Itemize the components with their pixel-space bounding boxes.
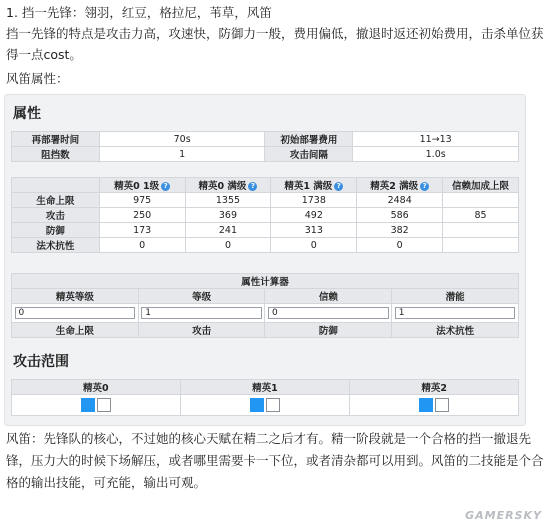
stat-value: 975 xyxy=(99,193,185,208)
range-cell-target xyxy=(435,398,449,412)
range-cell-self xyxy=(419,398,433,412)
attack-interval-label: 攻击间隔 xyxy=(265,147,353,162)
block-count-value: 1 xyxy=(99,147,265,162)
stat-value: 85 xyxy=(443,208,519,223)
attribute-label: 风笛属性： xyxy=(6,71,69,86)
stats-header-e2-max: 精英2 满级 ? xyxy=(357,178,443,193)
stat-label-atk: 攻击 xyxy=(12,208,100,223)
calc-output-atk: 攻击 xyxy=(138,323,265,338)
stat-value: 0 xyxy=(271,238,357,253)
attack-range-table xyxy=(11,379,519,416)
calc-label-trust: 信赖 xyxy=(265,289,392,304)
attack-interval-value: 1.0s xyxy=(353,147,519,162)
stats-corner xyxy=(12,178,100,193)
stat-value: 492 xyxy=(271,208,357,223)
stat-value: 586 xyxy=(357,208,443,223)
stats-header-trust: 信赖加成上限 xyxy=(443,178,519,193)
attributes-section-title: 属性 xyxy=(13,106,41,122)
stat-value: 250 xyxy=(99,208,185,223)
stat-label-def: 防御 xyxy=(12,223,100,238)
help-icon[interactable]: ? xyxy=(248,182,257,191)
calc-output-hp: 生命上限 xyxy=(12,323,139,338)
stat-value xyxy=(443,193,519,208)
stats-header-e0-lv1: 精英0 1级 ? xyxy=(99,178,185,193)
level-input[interactable]: 1 xyxy=(141,307,262,319)
operator-review-text: 风笛：先锋队的核心，不过她的核心天赋在精二之后才有。精一阶段就是一个合格的挡一撤退先锋，压力大的时候下场解压，或者哪里需要卡一下位，或者清杂都可以用到。风笛的二技能是个合格的输出技能，可充能，输出可观。 xyxy=(6,431,544,490)
range-grid-e0 xyxy=(12,395,181,416)
block-count-label: 阻挡数 xyxy=(12,147,100,162)
stat-label-hp: 生命上限 xyxy=(12,193,100,208)
stats-header-e0-max: 精英0 满级 ? xyxy=(185,178,271,193)
stat-value xyxy=(443,238,519,253)
deploy-cost-label: 初始部署费用 xyxy=(265,132,353,147)
potential-input[interactable]: 1 xyxy=(395,307,516,319)
range-header-e1: 精英1 xyxy=(180,380,350,395)
redeploy-time-value: 70s xyxy=(99,132,265,147)
calc-label-potential: 潜能 xyxy=(392,289,519,304)
stat-value: 1738 xyxy=(271,193,357,208)
stat-value: 0 xyxy=(357,238,443,253)
range-header-e2: 精英2 xyxy=(350,380,519,395)
attribute-calculator xyxy=(11,273,519,338)
intro-title: 1. 挡一先锋：翎羽，红豆，格拉尼，苇草，风笛 xyxy=(6,5,272,20)
range-grid-e2 xyxy=(350,395,519,416)
help-icon[interactable]: ? xyxy=(334,182,343,191)
calc-label-level: 等级 xyxy=(138,289,265,304)
elite-level-input[interactable]: 0 xyxy=(15,307,136,319)
stat-value: 2484 xyxy=(357,193,443,208)
calc-output-res: 法术抗性 xyxy=(392,323,519,338)
stat-value: 1355 xyxy=(185,193,271,208)
range-header-e0: 精英0 xyxy=(12,380,181,395)
basic-attributes-table xyxy=(11,131,519,162)
calc-label-elite: 精英等级 xyxy=(12,289,139,304)
stat-value: 0 xyxy=(185,238,271,253)
help-icon[interactable]: ? xyxy=(420,182,429,191)
trust-input[interactable]: 0 xyxy=(268,307,389,319)
intro-description: 挡一先锋的特点是攻击力高，攻速快，防御力一般，费用偏低，撤退时返还初始费用，击杀单位获得一点cost。 xyxy=(6,26,544,62)
site-watermark: GAMERSKY xyxy=(465,509,542,522)
stat-value: 0 xyxy=(99,238,185,253)
calc-output-def: 防御 xyxy=(265,323,392,338)
range-cell-target xyxy=(266,398,280,412)
range-cell-self xyxy=(250,398,264,412)
stat-value: 241 xyxy=(185,223,271,238)
stats-table xyxy=(11,177,519,253)
stat-label-res: 法术抗性 xyxy=(12,238,100,253)
range-cell-target xyxy=(97,398,111,412)
stat-value: 313 xyxy=(271,223,357,238)
help-icon[interactable]: ? xyxy=(161,182,170,191)
range-cell-self xyxy=(81,398,95,412)
redeploy-time-label: 再部署时间 xyxy=(12,132,100,147)
operator-info-card xyxy=(4,94,526,426)
stat-value: 173 xyxy=(99,223,185,238)
calculator-title: 属性计算器 xyxy=(12,274,519,289)
deploy-cost-value: 11→13 xyxy=(353,132,519,147)
stat-value: 382 xyxy=(357,223,443,238)
stat-value: 369 xyxy=(185,208,271,223)
stats-header-e1-max: 精英1 满级 ? xyxy=(271,178,357,193)
range-grid-e1 xyxy=(180,395,350,416)
attack-range-title: 攻击范围 xyxy=(13,354,69,370)
stat-value xyxy=(443,223,519,238)
